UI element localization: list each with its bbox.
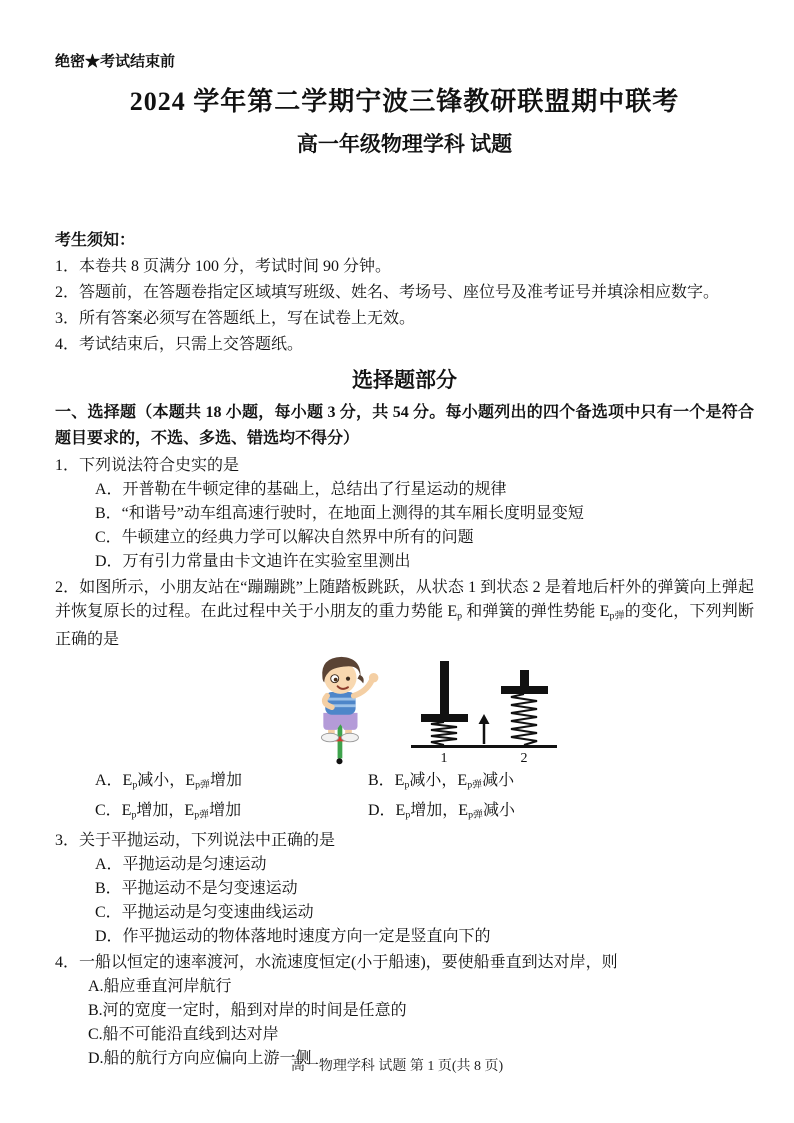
notice-item-2: 2．答题前，在答题卷指定区域填写班级、姓名、考场号、座位号及准考证号并填涂相应数字。	[55, 284, 720, 301]
question-3-stem	[55, 829, 754, 853]
state2-label: 2	[520, 751, 528, 767]
candidate-notice	[55, 228, 754, 358]
state2-rod	[520, 670, 529, 688]
option-a: A．$E_p$减小，$E_{p弹}$增加	[95, 772, 242, 791]
question-text: 一船以恒定的速率渡河，水流速度恒定(小于船速)，要使船垂直到达对岸，则	[79, 954, 618, 972]
shoe	[321, 734, 338, 743]
question-text: 关于平抛运动，下列说法中正确的是	[79, 832, 336, 850]
option-a: A．开普勒在牛顿定律的基础上，总结出了行星运动的规律	[95, 481, 507, 498]
page-footer: 高一物理学科 试题 第 1 页(共 8 页)	[290, 1059, 504, 1074]
option-d: D．$E_p$增加，$E_{p弹}$减小	[368, 801, 515, 821]
question-2	[55, 576, 754, 827]
notice-item-4: 4．考试结束后，只需上交答题纸。	[55, 336, 304, 353]
up-arrow-icon	[479, 714, 490, 744]
question-4	[55, 951, 754, 1071]
option-d: D.船的航行方向应偏向上游一侧	[88, 1050, 312, 1068]
state2-footbar	[501, 686, 548, 694]
question-text: 下列说法符合史实的是	[79, 457, 240, 474]
option-a: A．平抛运动是匀速运动	[95, 856, 267, 874]
exam-subtitle: 高一年级物理学科 试题	[296, 132, 513, 156]
state1-compressed-spring	[431, 722, 457, 745]
option-b: B.河的宽度一定时，船到对岸的时间是任意的	[88, 1002, 407, 1020]
classification-banner: 绝密★考试结束前	[55, 54, 176, 70]
state2-extended-spring	[511, 694, 537, 745]
ground-line	[411, 745, 557, 748]
state1-rod	[440, 661, 449, 716]
state1-label: 1	[440, 751, 448, 767]
hand	[369, 673, 378, 682]
question-1-stem	[55, 454, 754, 478]
question-4-stem	[55, 951, 754, 975]
right-arm	[354, 681, 372, 696]
question-3-options	[55, 853, 754, 949]
pogo-stick-base	[336, 759, 342, 765]
child-on-pogo-stick-illustration	[283, 654, 395, 766]
option-d: D．作平抛运动的物体落地时速度方向一定是竖直向下的	[95, 928, 491, 946]
question-text: 如图所示，小朋友站在“蹦蹦跳”上随踏板跳跃，从状态 1 到状态 2 是着地后杆外的弹簧向上弹起并恢复原长的过程。在此过程中关于小朋友的重力势能 $E_p$ 和弹簧的弹性势能 $E_{p弹}$的变化，下列判断正确的是	[55, 579, 754, 649]
option-b: B．$E_p$减小，$E_{p弹}$减小	[368, 772, 515, 791]
option-c: C．平抛运动是匀变速曲线运动	[95, 904, 314, 922]
option-b: B．“和谐号”动车组高速行驶时，在地面上测得的其车厢长度明显变短	[95, 505, 584, 522]
question-2-stem	[55, 576, 754, 652]
question-1	[55, 454, 754, 574]
notice-heading: 考生须知：	[55, 232, 136, 249]
option-d: D．万有引力常量由卡文迪许在实验室里测出	[95, 553, 411, 570]
question-number: 1．	[55, 457, 80, 474]
option-a: A.船应垂直河岸航行	[88, 978, 232, 996]
question-2-options	[55, 768, 754, 827]
option-b: B．平抛运动不是匀变速运动	[95, 880, 298, 898]
question-number: 4．	[55, 954, 80, 972]
question-number: 2．	[55, 579, 80, 596]
question-1-options	[55, 478, 754, 574]
notice-item-1: 1．本卷共 8 页满分 100 分，考试时间 90 分钟。	[55, 258, 392, 275]
option-c: C．牛顿建立的经典力学可以解决自然界中所有的问题	[95, 529, 474, 546]
shoe	[341, 734, 358, 743]
section-intro: 一、选择题（本题共 18 小题，每小题 3 分，共 54 分。每小题列出的四个备选项中只有一个是符合题目要求的，不选、多选、错选均不得分）	[55, 404, 754, 447]
option-c: C．$E_p$增加，$E_{p弹}$增加	[95, 801, 242, 821]
question-number: 3．	[55, 832, 80, 850]
exam-title: 2024 学年第二学期宁波三锋教研联盟期中联考	[129, 87, 680, 116]
notice-item-3: 3．所有答案必须写在答题纸上，写在试卷上无效。	[55, 310, 416, 327]
question-3	[55, 829, 754, 949]
question-2-figure	[283, 654, 754, 766]
option-c: C.船不可能沿直线到达对岸	[88, 1026, 279, 1044]
state1-footbar	[421, 714, 468, 722]
section-heading: 选择题部分	[352, 368, 457, 392]
eye	[346, 677, 350, 681]
pogo-spring-states-diagram	[409, 656, 559, 766]
